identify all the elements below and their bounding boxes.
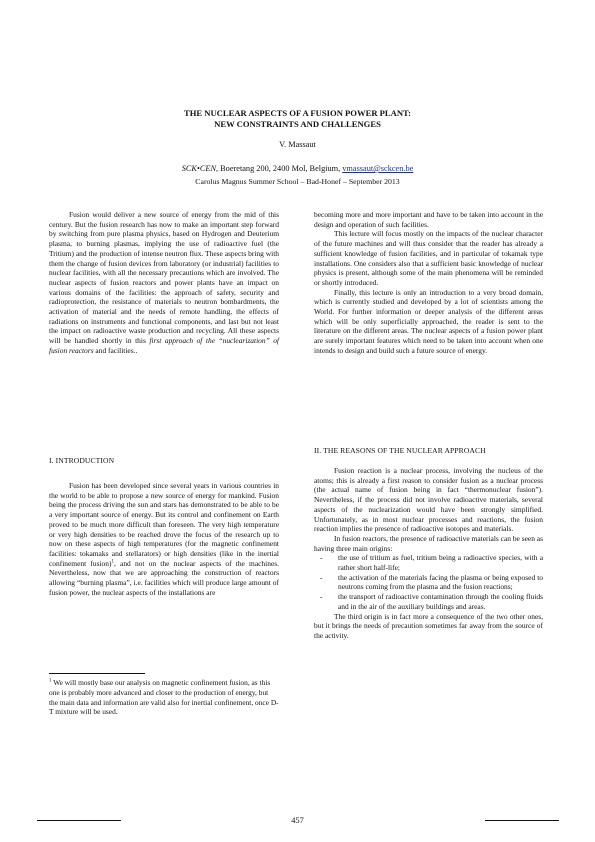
author-email-link[interactable]: vmassaut@sckcen.be bbox=[342, 164, 414, 173]
section-heading-introduction: I. INTRODUCTION bbox=[49, 456, 115, 465]
left-column bbox=[49, 210, 279, 356]
abstract-text: Fusion would deliver a new source of energy from the mid of this century. But the fusion research has now to make an important step forward by switching from pure plasma physics, based on Hydrogen and Deuterium plasma, to burning plasmas, implying the use of radioactive fuel (the Tritium) and the production of intense neutron flux. These aspects bring with them the change of fusion devices from laboratory (or industrial) facilities to nuclear facilities, with all the necessary precautions which are involved. The nuclear aspects of fusion reactors and power plants have an impact on various domains of the facilities: the approach of safety, security and radioprotection, the resistance of materials to neutron bombardments, the activation of material and the needs of remote handling, the effects of radiations on instruments and functional components, and last but not least the impact on radioactive waste production and recycling. All these aspects will be handled shortly in this bbox=[49, 210, 279, 346]
affiliation bbox=[0, 164, 595, 173]
intro-text-a: Fusion has been developed since several years in various countries in the world to be able to propose a new source of energy for mankind. Fusion being the process driving the sun and stars has demonstrated to be able to be a very important source of energy. But its control and confinement on Earth proved to be much more difficult than foreseen. The very high temperature or very high densities to be reached drove the focus of the research up to now on these aspects of high temperatures (for the magnetic confinement facilities: tokamaks and stellarators) or high densities (like in the inertial confinement fusion) bbox=[49, 481, 279, 568]
footnote-text: We will mostly base our analysis on magnetic confinement fusion, as this one is probably more advanced and closer to the production of energy, but the main data and information are valid also for inertial confinement, once D-T mixture will be used. bbox=[49, 678, 279, 717]
list-item-text: the activation of the materials facing the plasma or being exposed to neutrons coming from the plasma and the fusion reactions; bbox=[338, 572, 543, 592]
nuclear-approach-paragraph-1: Fusion reaction is a nuclear process, involving the nucleus of the atoms; this is already a first reason to consider fusion as a nuclear process (the actual name of fusion being in fact “thermonuclear fusion”). Nevertheless, if the process did not involve radioactive materials, several aspects of the nuclearization would have been strongly simplified. Unfortunately, as in most nuclear processes and reactions, the fusion reaction implies the presence of radioactive isotopes and materials. bbox=[314, 466, 543, 534]
right-column bbox=[314, 210, 543, 356]
footnote bbox=[49, 678, 279, 717]
abstract-tail: and facilities.. bbox=[93, 345, 138, 355]
lecture-scope-paragraph: Finally, this lecture is only an introduction to a very broad domain, which is currently studied and developed by a lot of scientists among the World. For further information or deeper analysis of the different areas which will be only superficially approached, the reader is sent to the literature on the different areas. The nuclear aspects of a fusion power plant are surely important features which need to be taken into account when one intends to design and build such a future source of energy. bbox=[314, 287, 543, 355]
bullet-dash: - bbox=[320, 592, 323, 602]
nuclear-approach-paragraph-3: The third origin is in fact more a consequence of the two other ones, but it brings the needs of precaution sometimes far away from the source of the activity. bbox=[314, 611, 543, 640]
footnote-marker: 1 bbox=[49, 678, 52, 684]
paper-title bbox=[0, 108, 595, 129]
footnote-reference: 1 bbox=[111, 559, 114, 565]
list-item-text: the use of tritium as fuel, tritium being a radioactive species, with a rather short half-life; bbox=[338, 553, 543, 573]
continued-paragraph: becoming more and more important and have to be taken into account in the design and operation of such facilities. bbox=[314, 210, 543, 229]
nuclear-approach-body bbox=[314, 466, 543, 641]
affiliation-org: SCK•CEN bbox=[181, 164, 216, 173]
event-line: Carolus Magnus Summer School – Bad-Honef – September 2013 bbox=[195, 177, 400, 186]
author-name: V. Massaut bbox=[279, 140, 316, 149]
introduction-paragraph bbox=[49, 481, 279, 597]
intro-text-b: , and not on the nuclear aspects of the machines. Nevertheless, now that we are approaching the construction of reactors allowing “burning plasma”, i.e. facilities which will produce large amount of fusion power, the nuclear aspects of the installations are bbox=[49, 558, 279, 597]
nuclear-approach-paragraph-2: In fusion reactors, the presence of radioactive materials can be seen as having three main origins: bbox=[314, 533, 543, 553]
list-item bbox=[314, 553, 543, 572]
abstract-paragraph bbox=[49, 210, 279, 356]
affiliation-address: , Boeretang 200, 2400 Mol, Belgium, bbox=[215, 164, 343, 173]
page-number: 457 bbox=[291, 816, 304, 825]
bullet-dash: - bbox=[320, 572, 323, 582]
footnote-divider bbox=[49, 673, 145, 674]
list-item bbox=[314, 573, 543, 592]
radioactivity-origins-list bbox=[314, 553, 543, 611]
section-heading-nuclear-approach: II. THE REASONS OF THE NUCLEAR APPROACH bbox=[314, 446, 486, 455]
abstract-emphasis: first approach of the “nuclearization” of fusion reactors bbox=[49, 336, 279, 355]
title-line-1: THE NUCLEAR ASPECTS OF A FUSION POWER PLANT: bbox=[183, 108, 412, 118]
bullet-dash: - bbox=[320, 553, 323, 563]
introduction-body bbox=[49, 481, 279, 597]
title-line-2: NEW CONSTRAINTS AND CHALLENGES bbox=[214, 118, 381, 129]
lecture-focus-paragraph: This lecture will focus mostly on the impacts of the nuclear character of the future machines and will thus consider that the reader has already a sufficient knowledge of fusion facilities, and in particular of tokamak type installations. One considers also that a sufficient basic knowledge of nuclear physics is present, although some of the main phenomena will be reminded or shortly introduced. bbox=[314, 229, 543, 287]
list-item-text: the transport of radioactive contamination through the cooling fluids and in the air of the auxiliary buildings and areas. bbox=[338, 592, 543, 611]
list-item bbox=[314, 592, 543, 611]
